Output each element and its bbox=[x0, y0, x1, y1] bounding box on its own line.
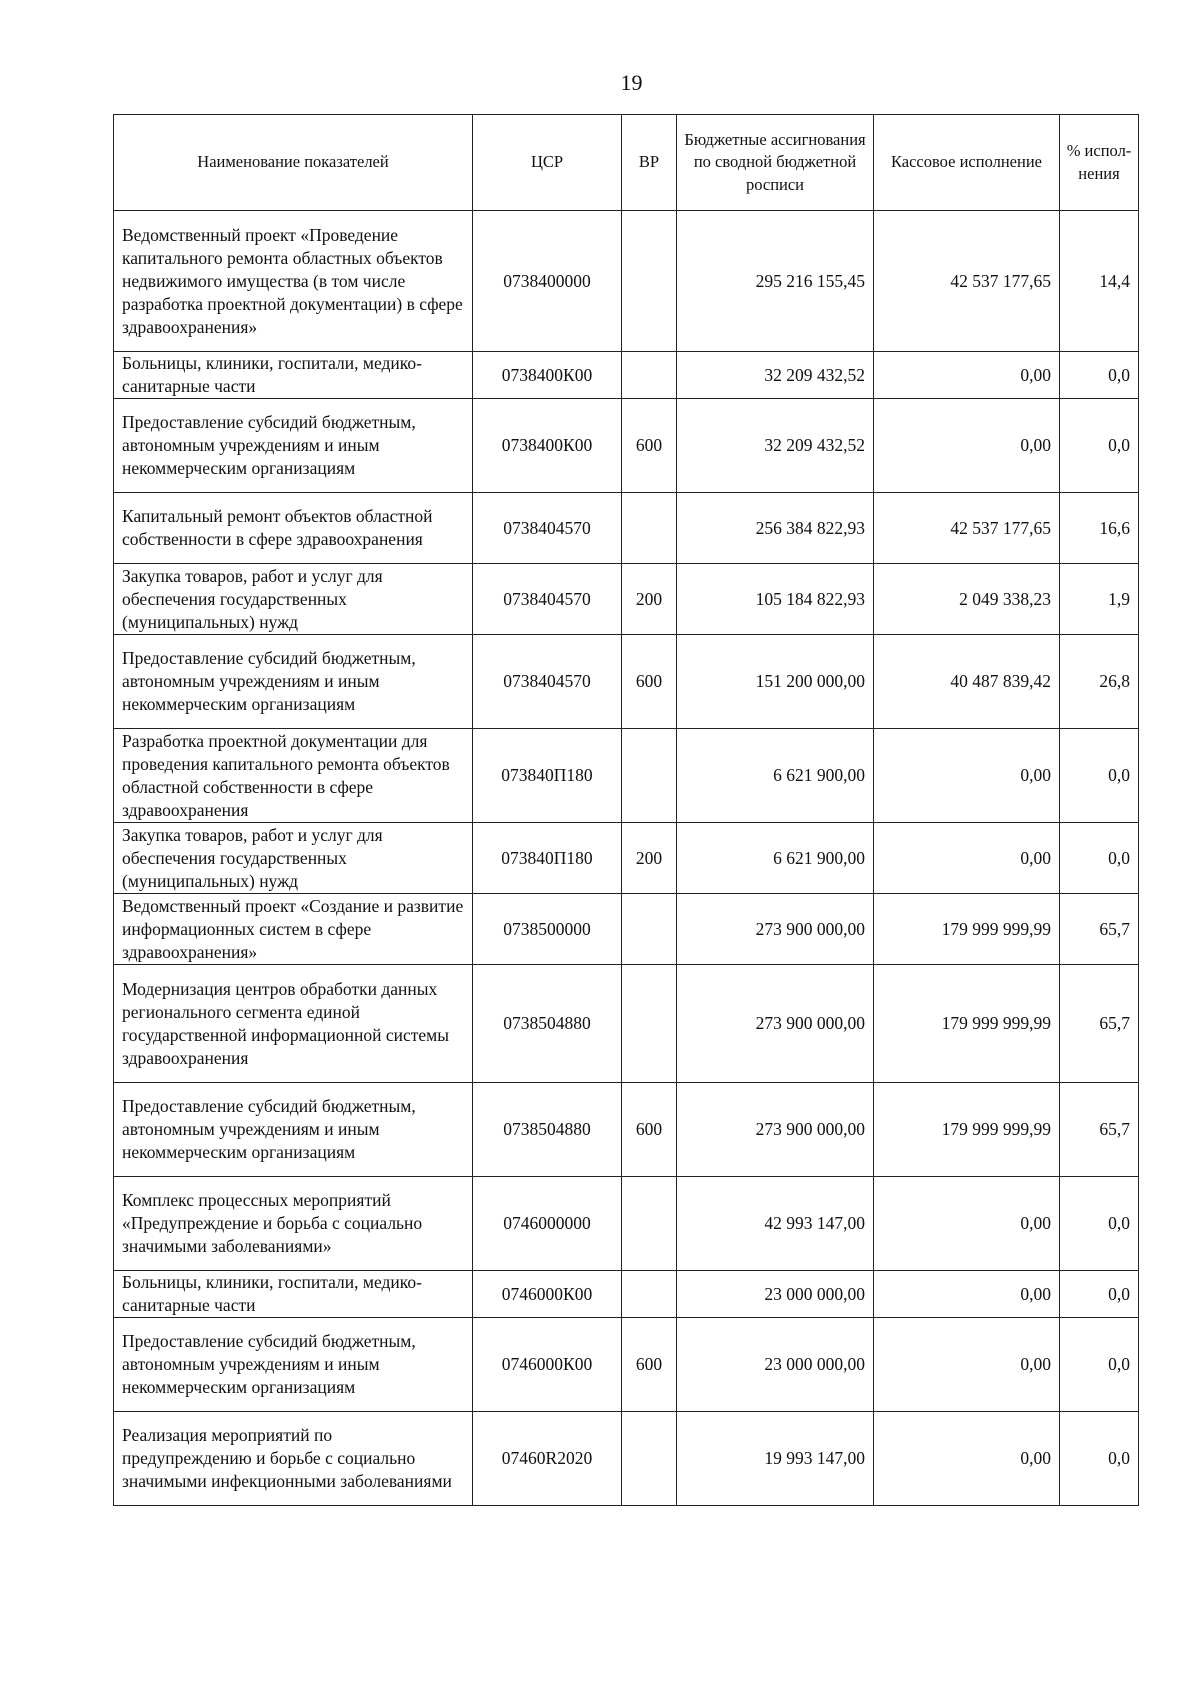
cell-name: Предоставление субсидий бюджетным, автономным учреждениям и иным некоммерческим организациям bbox=[114, 1318, 473, 1412]
table-row bbox=[114, 493, 1139, 564]
cell-budget: 273 900 000,00 bbox=[677, 1083, 874, 1177]
cell-vr bbox=[622, 1412, 677, 1506]
cell-vr bbox=[622, 1271, 677, 1318]
cell-name: Разработка проектной документации для проведения капитального ремонта объектов областной собственности в сфере здравоохранения bbox=[114, 729, 473, 823]
cell-percent: 1,9 bbox=[1060, 564, 1139, 635]
cell-budget: 273 900 000,00 bbox=[677, 894, 874, 965]
cell-cash: 42 537 177,65 bbox=[874, 211, 1060, 352]
cell-csr: 0738400000 bbox=[473, 211, 622, 352]
cell-vr bbox=[622, 211, 677, 352]
cell-percent: 0,0 bbox=[1060, 729, 1139, 823]
cell-percent: 26,8 bbox=[1060, 635, 1139, 729]
cell-cash: 0,00 bbox=[874, 1271, 1060, 1318]
cell-cash: 42 537 177,65 bbox=[874, 493, 1060, 564]
cell-vr bbox=[622, 352, 677, 399]
cell-cash: 179 999 999,99 bbox=[874, 894, 1060, 965]
cell-csr: 0738404570 bbox=[473, 493, 622, 564]
cell-name: Комплекс процессных мероприятий «Предупреждение и борьба с социально значимыми заболеваниями» bbox=[114, 1177, 473, 1271]
cell-budget: 19 993 147,00 bbox=[677, 1412, 874, 1506]
table-row bbox=[114, 352, 1139, 399]
cell-csr: 0738404570 bbox=[473, 564, 622, 635]
cell-percent: 0,0 bbox=[1060, 1318, 1139, 1412]
cell-cash: 0,00 bbox=[874, 729, 1060, 823]
cell-name: Предоставление субсидий бюджетным, автономным учреждениям и иным некоммерческим организациям bbox=[114, 1083, 473, 1177]
cell-vr bbox=[622, 729, 677, 823]
cell-csr: 073840П180 bbox=[473, 729, 622, 823]
cell-csr: 0746000К00 bbox=[473, 1318, 622, 1412]
cell-percent: 14,4 bbox=[1060, 211, 1139, 352]
budget-execution-table bbox=[113, 114, 1139, 1506]
cell-budget: 42 993 147,00 bbox=[677, 1177, 874, 1271]
cell-percent: 65,7 bbox=[1060, 894, 1139, 965]
page-number: 19 bbox=[620, 70, 643, 95]
cell-name: Капитальный ремонт объектов областной собственности в сфере здравоохранения bbox=[114, 493, 473, 564]
cell-cash: 179 999 999,99 bbox=[874, 965, 1060, 1083]
cell-vr: 600 bbox=[622, 1318, 677, 1412]
table-row bbox=[114, 1412, 1139, 1506]
cell-percent: 0,0 bbox=[1060, 1271, 1139, 1318]
cell-name: Предоставление субсидий бюджетным, автономным учреждениям и иным некоммерческим организациям bbox=[114, 635, 473, 729]
cell-csr: 07460R2020 bbox=[473, 1412, 622, 1506]
cell-vr bbox=[622, 1177, 677, 1271]
cell-vr: 200 bbox=[622, 823, 677, 894]
cell-csr: 073840П180 bbox=[473, 823, 622, 894]
table-row bbox=[114, 1083, 1139, 1177]
cell-csr: 0738400К00 bbox=[473, 352, 622, 399]
cell-csr: 0738400К00 bbox=[473, 399, 622, 493]
cell-vr: 600 bbox=[622, 399, 677, 493]
cell-name: Закупка товаров, работ и услуг для обеспечения государственных (муниципальных) нужд bbox=[114, 823, 473, 894]
header-vr: ВР bbox=[622, 115, 677, 211]
cell-name: Закупка товаров, работ и услуг для обеспечения государственных (муниципальных) нужд bbox=[114, 564, 473, 635]
cell-cash: 0,00 bbox=[874, 1412, 1060, 1506]
cell-csr: 0746000000 bbox=[473, 1177, 622, 1271]
cell-csr: 0738504880 bbox=[473, 1083, 622, 1177]
cell-budget: 295 216 155,45 bbox=[677, 211, 874, 352]
cell-budget: 6 621 900,00 bbox=[677, 729, 874, 823]
cell-budget: 23 000 000,00 bbox=[677, 1271, 874, 1318]
table-row bbox=[114, 965, 1139, 1083]
table-row bbox=[114, 823, 1139, 894]
table-row bbox=[114, 211, 1139, 352]
cell-percent: 0,0 bbox=[1060, 352, 1139, 399]
cell-budget: 151 200 000,00 bbox=[677, 635, 874, 729]
cell-cash: 0,00 bbox=[874, 399, 1060, 493]
cell-cash: 0,00 bbox=[874, 1177, 1060, 1271]
cell-vr bbox=[622, 894, 677, 965]
cell-budget: 256 384 822,93 bbox=[677, 493, 874, 564]
table-row bbox=[114, 1318, 1139, 1412]
cell-cash: 0,00 bbox=[874, 352, 1060, 399]
cell-vr: 600 bbox=[622, 1083, 677, 1177]
cell-percent: 0,0 bbox=[1060, 399, 1139, 493]
header-cash: Кассовое исполнение bbox=[874, 115, 1060, 211]
cell-budget: 32 209 432,52 bbox=[677, 352, 874, 399]
cell-name: Больницы, клиники, госпитали, медико-санитарные части bbox=[114, 1271, 473, 1318]
cell-percent: 65,7 bbox=[1060, 965, 1139, 1083]
cell-vr bbox=[622, 493, 677, 564]
cell-csr: 0738504880 bbox=[473, 965, 622, 1083]
cell-name: Ведомственный проект «Создание и развитие информационных систем в сфере здравоохранения» bbox=[114, 894, 473, 965]
cell-budget: 273 900 000,00 bbox=[677, 965, 874, 1083]
cell-cash: 40 487 839,42 bbox=[874, 635, 1060, 729]
table-row bbox=[114, 729, 1139, 823]
table-row bbox=[114, 894, 1139, 965]
cell-cash: 179 999 999,99 bbox=[874, 1083, 1060, 1177]
header-budget: Бюджетные ассигнования по сводной бюджетной росписи bbox=[677, 115, 874, 211]
header-csr: ЦСР bbox=[473, 115, 622, 211]
cell-percent: 65,7 bbox=[1060, 1083, 1139, 1177]
table-row bbox=[114, 635, 1139, 729]
cell-vr: 600 bbox=[622, 635, 677, 729]
header-name: Наименование показателей bbox=[114, 115, 473, 211]
cell-vr: 200 bbox=[622, 564, 677, 635]
cell-name: Модернизация центров обработки данных регионального сегмента единой государственной информационной системы здравоохранения bbox=[114, 965, 473, 1083]
cell-percent: 0,0 bbox=[1060, 1412, 1139, 1506]
cell-name: Реализация мероприятий по предупреждению и борьбе с социально значимыми инфекционными заболеваниями bbox=[114, 1412, 473, 1506]
cell-cash: 2 049 338,23 bbox=[874, 564, 1060, 635]
table-header-row bbox=[114, 115, 1139, 211]
table-row bbox=[114, 1177, 1139, 1271]
cell-percent: 0,0 bbox=[1060, 823, 1139, 894]
cell-percent: 0,0 bbox=[1060, 1177, 1139, 1271]
cell-cash: 0,00 bbox=[874, 823, 1060, 894]
cell-budget: 6 621 900,00 bbox=[677, 823, 874, 894]
cell-vr bbox=[622, 965, 677, 1083]
table-row bbox=[114, 564, 1139, 635]
cell-budget: 32 209 432,52 bbox=[677, 399, 874, 493]
cell-cash: 0,00 bbox=[874, 1318, 1060, 1412]
table-row bbox=[114, 399, 1139, 493]
cell-name: Больницы, клиники, госпитали, медико-санитарные части bbox=[114, 352, 473, 399]
cell-name: Предоставление субсидий бюджетным, автономным учреждениям и иным некоммерческим организациям bbox=[114, 399, 473, 493]
cell-csr: 0738500000 bbox=[473, 894, 622, 965]
table-row bbox=[114, 1271, 1139, 1318]
cell-csr: 0738404570 bbox=[473, 635, 622, 729]
cell-budget: 105 184 822,93 bbox=[677, 564, 874, 635]
cell-budget: 23 000 000,00 bbox=[677, 1318, 874, 1412]
cell-csr: 0746000К00 bbox=[473, 1271, 622, 1318]
cell-percent: 16,6 bbox=[1060, 493, 1139, 564]
cell-name: Ведомственный проект «Проведение капитального ремонта областных объектов недвижимого имущества (в том числе разработка проектной документации) в сфере здравоохранения» bbox=[114, 211, 473, 352]
header-percent: % испол-нения bbox=[1060, 115, 1139, 211]
